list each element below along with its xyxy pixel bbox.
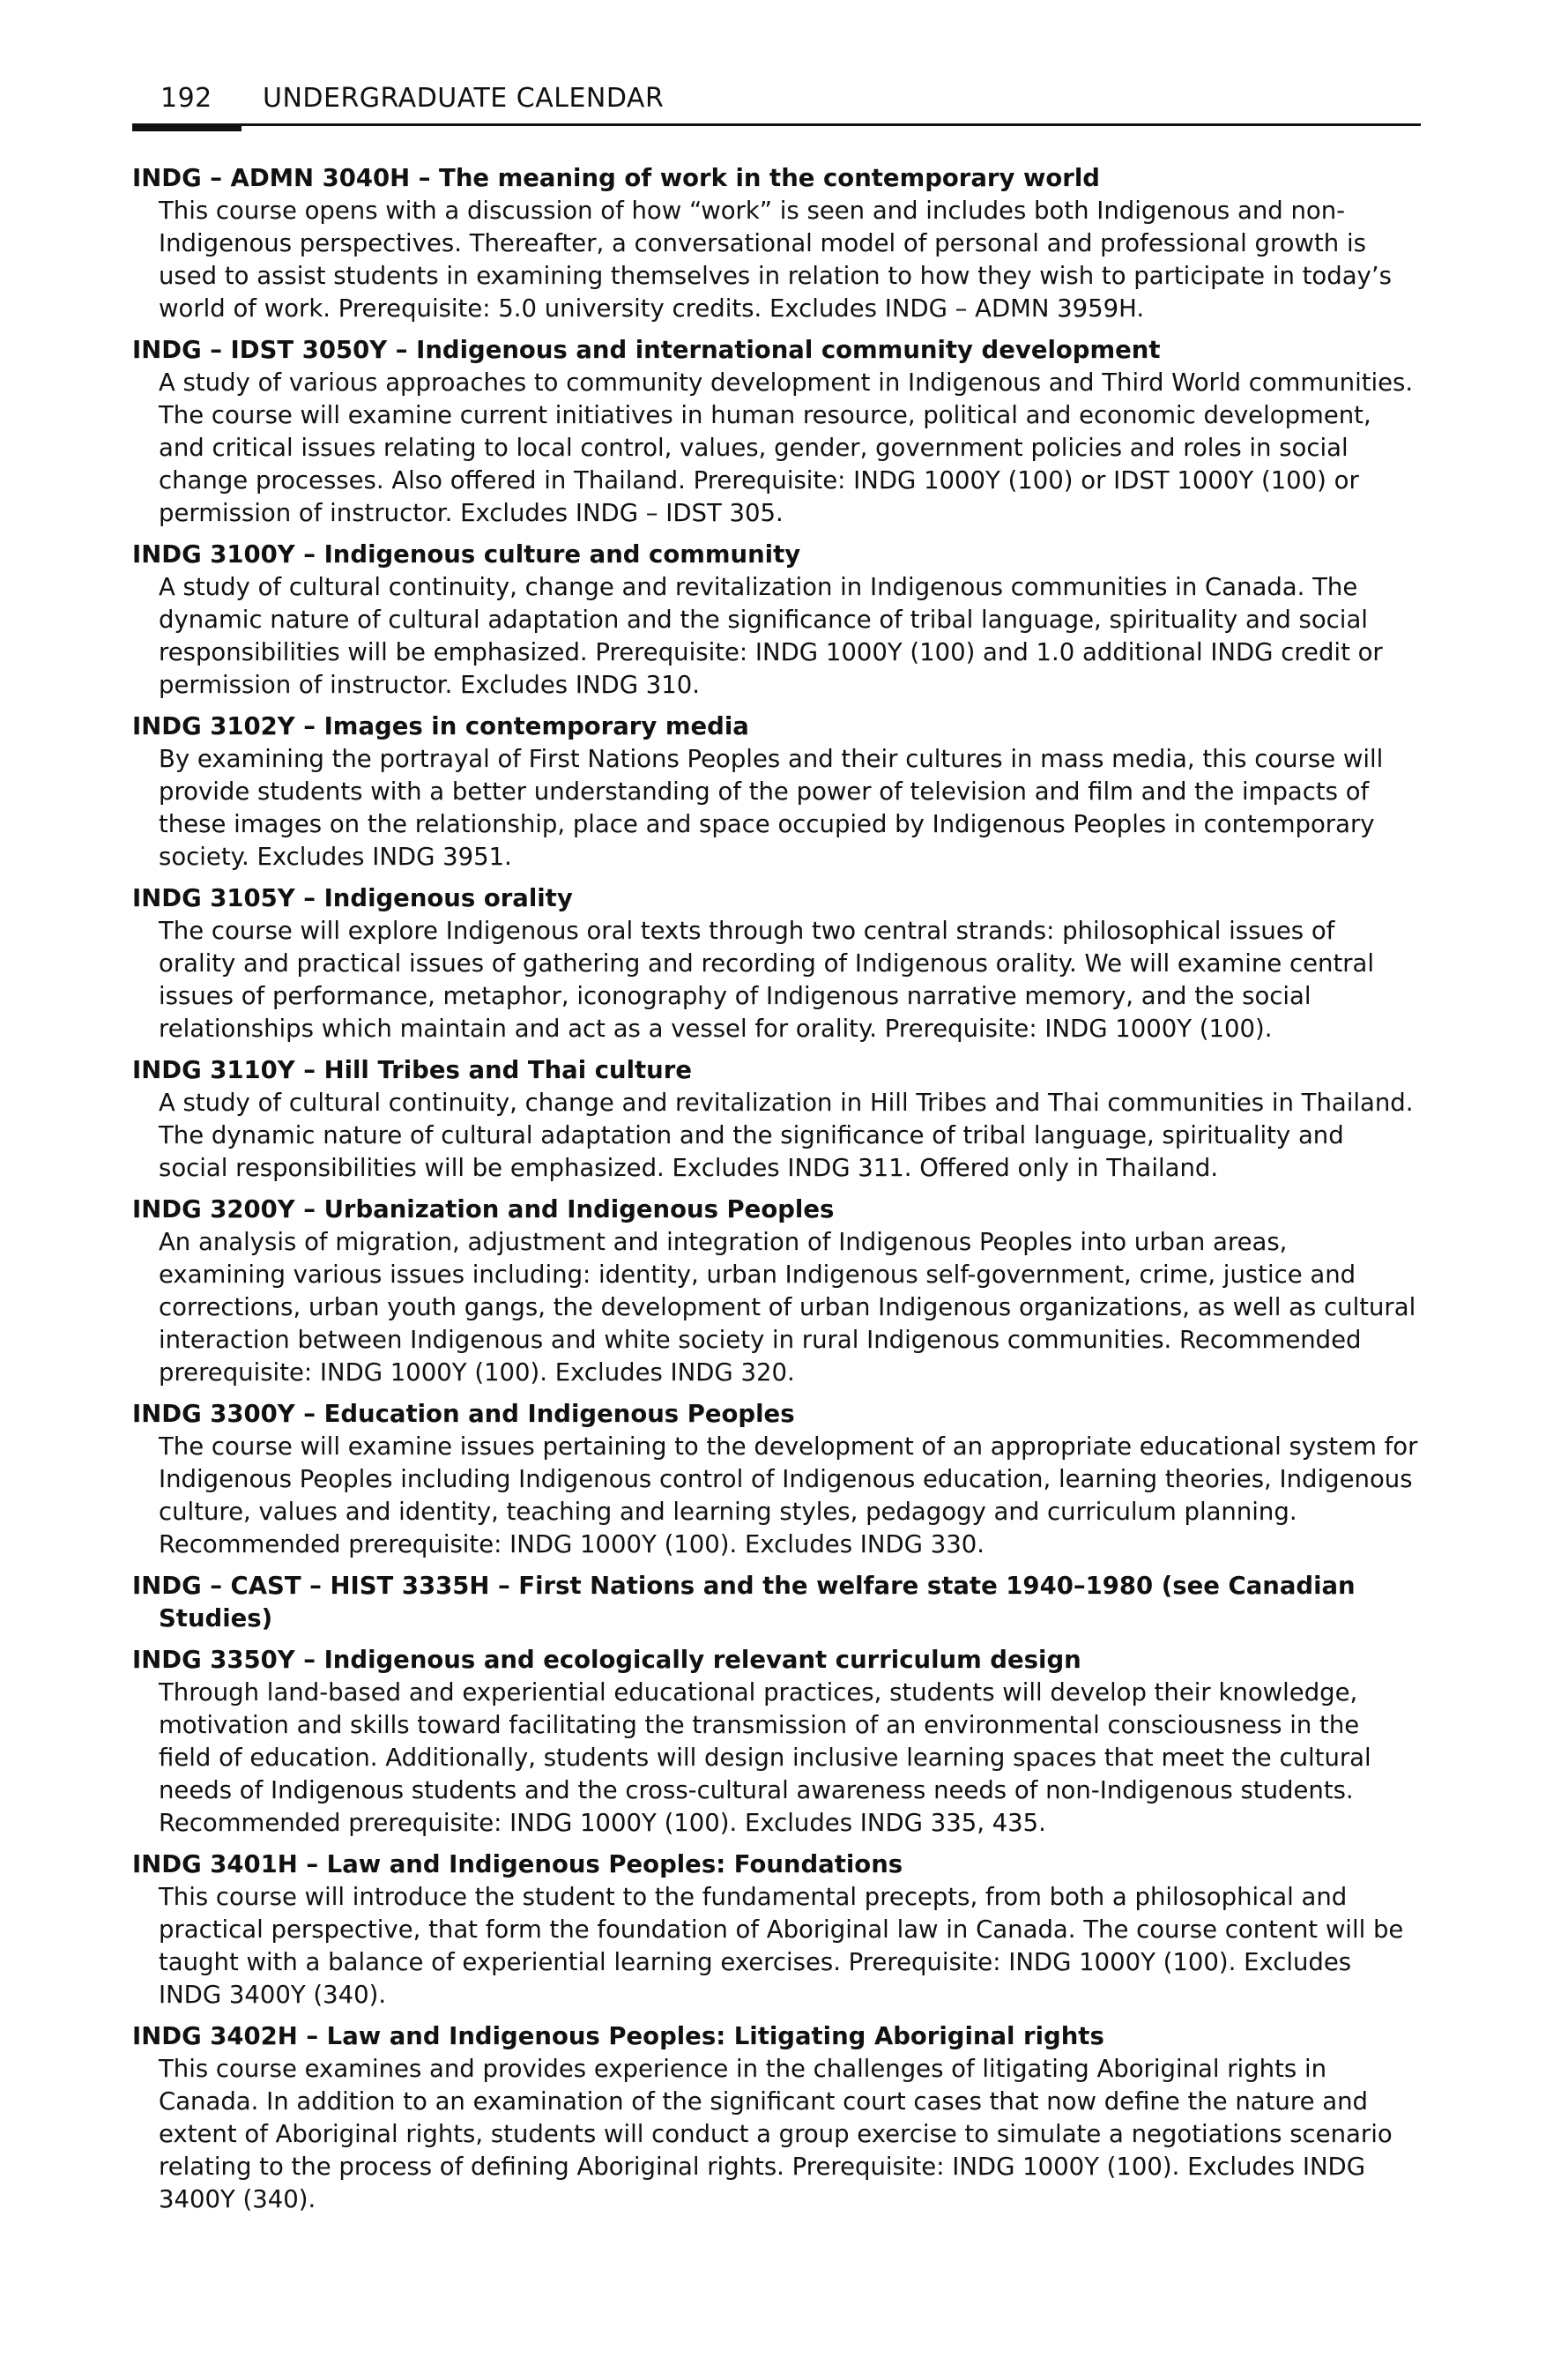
course-description: This course opens with a discussion of how “work” is seen and includes both Indigenous and non-Indigenous perspectives. Thereafter, a conversational model of personal and professional growth is used to assist students in examining themselves in relation to how they wish to participate in today’s world of work. Prerequisite: 5.0 university credits. Excludes INDG – ADMN 3959H. (159, 197, 1392, 323)
course-description: Through land-based and experiential educational practices, students will develop their knowledge, motivation and skills toward facilitating the transmission of an environmental consciousness in the field of education. Additionally, students will design inclusive learning spaces that meet the cultural needs of Indigenous students and the cross-cultural awareness needs of non-Indigenous students. Recommended prerequisite: INDG 1000Y (100). Excludes INDG 335, 435. (159, 1678, 1371, 1837)
course-entry (132, 1644, 1419, 1840)
course-title: INDG 3350Y – Indigenous and ecologically relevant curriculum design (132, 1646, 1081, 1674)
header-tab-marker (132, 123, 241, 131)
header-rule (132, 123, 1421, 126)
course-description: The course will examine issues pertaining to the development of an appropriate educational system for Indigenous Peoples including Indigenous control of Indigenous education, learning theories, Indigenous culture, values and identity, teaching and learning styles, pedagogy and curriculum planning. Recommended prerequisite: INDG 1000Y (100). Excludes INDG 330. (159, 1432, 1418, 1558)
course-title: INDG 3200Y – Urbanization and Indigenous Peoples (132, 1195, 835, 1223)
running-head: UNDERGRADUATE CALENDAR (263, 83, 665, 114)
course-entry (132, 539, 1419, 702)
course-title: INDG 3100Y – Indigenous culture and community (132, 540, 801, 569)
course-entry (132, 1848, 1419, 2012)
course-description: The course will explore Indigenous oral texts through two central strands: philosophical issues of orality and practical issues of gathering and recording of Indigenous orality. We will examine central issues of performance, metaphor, iconography of Indigenous narrative memory, and the social relationships which maintain and act as a vessel for orality. Prerequisite: INDG 1000Y (100). (159, 917, 1375, 1043)
course-entry (132, 882, 1419, 1045)
course-title: INDG 3300Y – Education and Indigenous Peoples (132, 1400, 795, 1428)
course-title: INDG 3401H – Law and Indigenous Peoples: Foundations (132, 1850, 903, 1878)
course-entry (132, 710, 1419, 874)
course-description: A study of various approaches to community development in Indigenous and Third World communities. The course will examine current initiatives in human resource, political and economic development, and critical issues relating to local control, values, gender, government policies and roles in social change processes. Also offered in Thailand. Prerequisite: INDG 1000Y (100) or IDST 1000Y (100) or permission of instructor. Excludes INDG – IDST 305. (159, 368, 1414, 527)
course-title: INDG – CAST – HIST 3335H – First Nations and the welfare state 1940–1980 (see Canadian Studies) (132, 1572, 1356, 1633)
course-description: A study of cultural continuity, change and revitalization in Hill Tribes and Thai communities in Thailand. The dynamic nature of cultural adaptation and the significance of tribal language, spirituality and social responsibilities will be emphasized. Excludes INDG 311. Offered only in Thailand. (159, 1089, 1414, 1182)
course-description: This course examines and provides experience in the challenges of litigating Aboriginal rights in Canada. In addition to an examination of the significant court cases that now define the nature and extent of Aboriginal rights, students will conduct a group exercise to simulate a negotiations scenario relating to the process of defining Aboriginal rights. Prerequisite: INDG 1000Y (100). Excludes INDG 3400Y (340). (159, 2055, 1393, 2213)
course-entry (132, 1194, 1419, 1389)
page-header (132, 78, 1421, 127)
course-entry (132, 2020, 1419, 2216)
page-number: 192 (160, 83, 212, 114)
course-title: INDG 3105Y – Indigenous orality (132, 884, 573, 912)
course-list (132, 162, 1419, 2225)
course-entry-cross-listed (132, 1570, 1419, 1635)
course-entry (132, 1398, 1419, 1561)
course-title: INDG – IDST 3050Y – Indigenous and international community development (132, 336, 1161, 364)
course-title: INDG 3402H – Law and Indigenous Peoples: Litigating Aboriginal rights (132, 2022, 1104, 2050)
course-description: This course will introduce the student to the fundamental precepts, from both a philosophical and practical perspective, that form the foundation of Aboriginal law in Canada. The course content will be taught with a balance of experiential learning exercises. Prerequisite: INDG 1000Y (100). Excludes INDG 3400Y (340). (159, 1883, 1404, 2009)
course-title: INDG – ADMN 3040H – The meaning of work in the contemporary world (132, 164, 1100, 192)
course-entry (132, 162, 1419, 325)
course-entry (132, 334, 1419, 530)
course-description: A study of cultural continuity, change and revitalization in Indigenous communities in Canada. The dynamic nature of cultural adaptation and the significance of tribal language, spirituality and social responsibilities will be emphasized. Prerequisite: INDG 1000Y (100) and 1.0 additional INDG credit or permission of instructor. Excludes INDG 310. (159, 573, 1383, 699)
course-title: INDG 3110Y – Hill Tribes and Thai culture (132, 1056, 692, 1084)
course-entry (132, 1054, 1419, 1185)
course-title: INDG 3102Y – Images in contemporary media (132, 712, 749, 740)
course-description: An analysis of migration, adjustment and integration of Indigenous Peoples into urban areas, examining various issues including: identity, urban Indigenous self-government, crime, justice and corrections, urban youth gangs, the development of urban Indigenous organizations, as well as cultural interaction between Indigenous and white society in rural Indigenous communities. Recommended prerequisite: INDG 1000Y (100). Excludes INDG 320. (159, 1228, 1416, 1387)
course-description: By examining the portrayal of First Nations Peoples and their cultures in mass media, this course will provide students with a better understanding of the power of television and film and the impacts of these images on the relationship, place and space occupied by Indigenous Peoples in contemporary society. Excludes INDG 3951. (159, 745, 1384, 871)
